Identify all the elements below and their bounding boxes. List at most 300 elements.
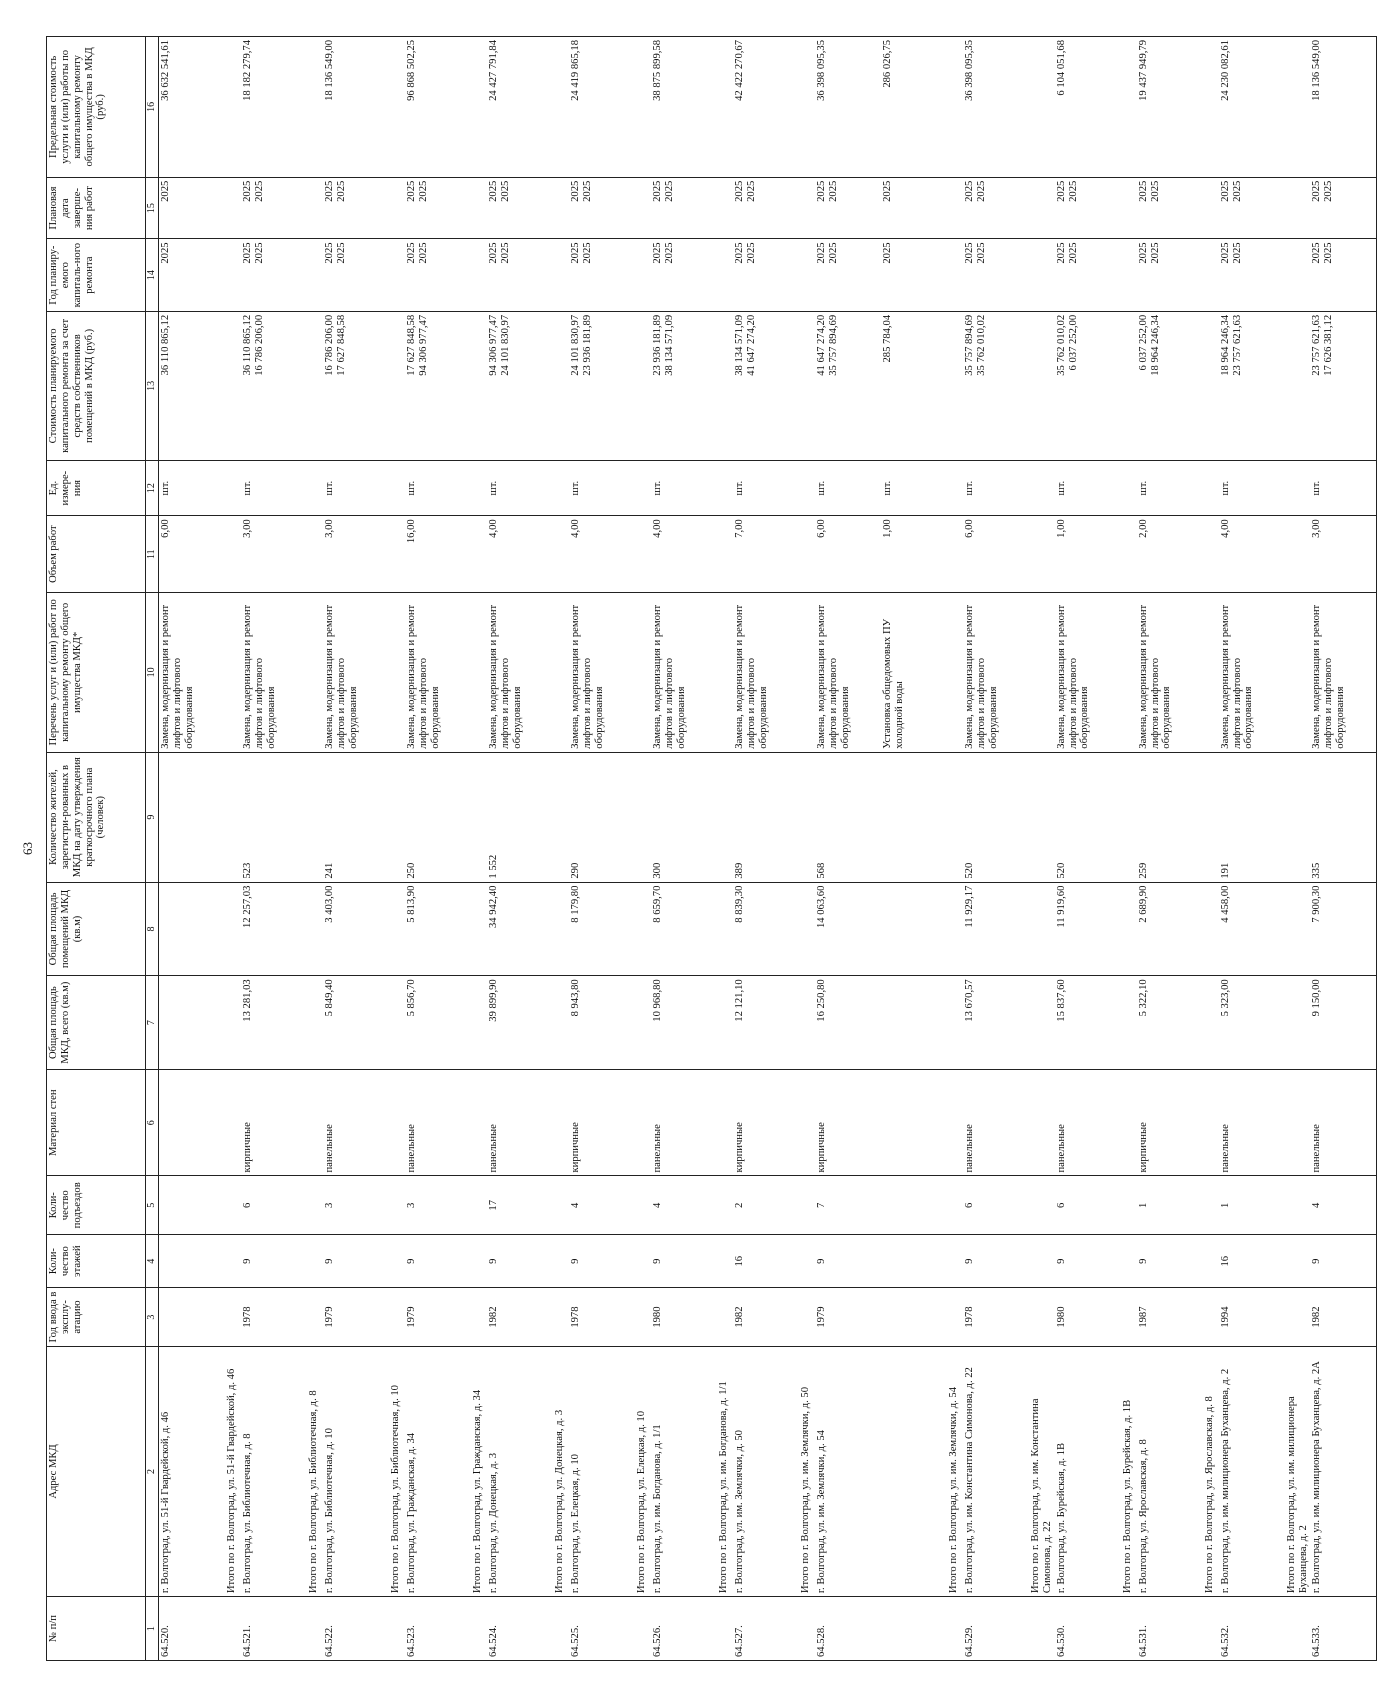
- floors-cell: 9: [651, 1235, 717, 1288]
- empty-cell: [307, 882, 323, 976]
- plan-year-cell-value: 2025: [242, 242, 253, 264]
- end-year-cell: [1310, 177, 1377, 239]
- empty-cell: [799, 592, 815, 752]
- volume-cell: 6,00: [963, 516, 1029, 593]
- unit-cell: шт.: [1137, 460, 1203, 515]
- empty-cell: [947, 460, 963, 515]
- total-label: Итого по г. Волгоград, ул. им. Землячки, д. 50: [799, 1346, 815, 1596]
- empty-cell: [225, 311, 241, 460]
- rooms-area-cell: [159, 882, 226, 976]
- cost-cell-value: 38 134 571,09: [734, 314, 745, 376]
- end-year-cell-value: 2025: [827, 180, 839, 202]
- works-cell: Замена, модернизация и ремонт лифтов и лифтового оборудования: [963, 592, 1029, 752]
- cost-cell-value: 35 762 010,02: [975, 314, 987, 376]
- floors-cell: 16: [733, 1235, 799, 1288]
- empty-cell: [1121, 1235, 1137, 1288]
- item-number: 64.523.: [405, 1597, 471, 1661]
- empty-cell: [1029, 592, 1055, 752]
- table-row: [241, 37, 307, 1661]
- empty-cell: [1121, 37, 1137, 178]
- empty-cell: [471, 516, 487, 593]
- empty-cell: [635, 752, 651, 882]
- empty-cell: [553, 311, 569, 460]
- cost-cell: [963, 311, 1029, 460]
- header-cell: Перечень услуг и (или) работ по капитальному ремонту общего имущества МКД*: [47, 592, 146, 752]
- empty-cell: [553, 592, 569, 752]
- total-label: Итого по г. Волгоград, ул. Библиотечная, д. 8: [307, 1346, 323, 1596]
- empty-cell: [225, 239, 241, 311]
- empty-cell: [1029, 311, 1055, 460]
- entrances-cell: [881, 1176, 947, 1235]
- empty-cell: [1029, 1235, 1055, 1288]
- empty-cell: [717, 752, 733, 882]
- end-year-cell-value: 2025: [1323, 180, 1335, 202]
- empty-cell: [947, 1176, 963, 1235]
- plan-year-cell-value: 2025: [1219, 242, 1231, 264]
- plan-year-cell-value: 2025: [827, 242, 839, 264]
- empty-cell: [1029, 239, 1055, 311]
- commission-year-cell: 1994: [1219, 1288, 1285, 1347]
- total-area-cell: 15 837,60: [1055, 976, 1121, 1070]
- empty-cell: [471, 1597, 487, 1661]
- empty-cell: [553, 1597, 569, 1661]
- cost-cell: [405, 311, 471, 460]
- empty-cell: [553, 37, 569, 178]
- empty-cell: [1121, 976, 1137, 1070]
- empty-cell: [799, 1070, 815, 1176]
- commission-year-cell: 1979: [323, 1288, 389, 1347]
- end-year-cell-value: 2025: [1055, 180, 1067, 202]
- cost-cell-value: 35 757 894,69: [964, 314, 975, 376]
- item-number: 64.522.: [323, 1597, 389, 1661]
- empty-cell: [1203, 1597, 1219, 1661]
- cost-cell-value: 35 762 010,02: [1055, 314, 1067, 376]
- table-row: [323, 37, 389, 1661]
- empty-cell: [635, 516, 651, 593]
- commission-year-cell: 1979: [405, 1288, 471, 1347]
- volume-cell: 6,00: [815, 516, 881, 593]
- rooms-area-cell: 34 942,40: [487, 882, 553, 976]
- total-label: Итого по г. Волгоград, ул. Библиотечная, д. 10: [389, 1346, 405, 1596]
- floors-cell: [159, 1235, 226, 1288]
- plan-year-cell-value: 2025: [335, 242, 347, 264]
- empty-cell: [225, 976, 241, 1070]
- empty-cell: [389, 592, 405, 752]
- empty-cell: [947, 752, 963, 882]
- entrances-cell: 1: [1137, 1176, 1203, 1235]
- end-year-cell: [569, 177, 635, 239]
- total-label: Итого по г. Волгоград, ул. им. Константина Симонова, д. 22: [1029, 1346, 1055, 1596]
- end-year-cell: [733, 177, 799, 239]
- total-area-cell: 13 281,03: [241, 976, 307, 1070]
- empty-cell: [1029, 752, 1055, 882]
- table-row: [963, 37, 1029, 1661]
- empty-cell: [307, 976, 323, 1070]
- empty-cell: [1121, 592, 1137, 752]
- table-row: [733, 37, 799, 1661]
- limit-cost-cell: 6 104 051,68: [1055, 37, 1121, 178]
- empty-cell: [1029, 516, 1055, 593]
- empty-cell: [799, 882, 815, 976]
- total-label: Итого по г. Волгоград, ул. Бурейская, д. 1В: [1121, 1346, 1137, 1596]
- empty-cell: [1121, 239, 1137, 311]
- empty-cell: [389, 1597, 405, 1661]
- entrances-cell: 6: [241, 1176, 307, 1235]
- empty-cell: [947, 592, 963, 752]
- commission-year-cell: [881, 1288, 947, 1347]
- address-cell: г. Волгоград, ул. Библиотечная, д. 8: [241, 1346, 307, 1596]
- empty-cell: [471, 1288, 487, 1347]
- residents-cell: 389: [733, 752, 799, 882]
- empty-cell: [307, 460, 323, 515]
- plan-year-cell-value: 2025: [581, 242, 593, 264]
- residents-cell: 1 552: [487, 752, 553, 882]
- entrances-cell: 3: [405, 1176, 471, 1235]
- empty-cell: [471, 976, 487, 1070]
- end-year-cell-value: 2025: [1231, 180, 1243, 202]
- cost-cell-value: 6 037 252,00: [1137, 314, 1149, 371]
- end-year-cell-value: 2025: [417, 180, 429, 202]
- floors-cell: 9: [241, 1235, 307, 1288]
- column-number: 5: [146, 1176, 159, 1235]
- empty-cell: [1121, 1070, 1137, 1176]
- header-cell: Предельная стоимость услуги и (или) работы по капитальному ремонту общего имущества в МКД (руб.): [47, 37, 146, 178]
- empty-cell: [553, 239, 569, 311]
- empty-cell: [947, 882, 963, 976]
- column-number: 1: [146, 1597, 159, 1661]
- limit-cost-cell: 24 230 082,61: [1219, 37, 1285, 178]
- total-label: Итого по г. Волгоград, ул. им. Землячки, д. 54: [947, 1346, 963, 1596]
- empty-cell: [1203, 311, 1219, 460]
- empty-cell: [1029, 882, 1055, 976]
- unit-cell: шт.: [159, 460, 226, 515]
- entrances-cell: 4: [651, 1176, 717, 1235]
- empty-cell: [1285, 37, 1311, 178]
- table-row: [881, 37, 947, 1661]
- empty-cell: [553, 1288, 569, 1347]
- empty-cell: [1203, 516, 1219, 593]
- total-row: [635, 37, 651, 1661]
- empty-cell: [1285, 311, 1311, 460]
- end-year-cell: [963, 177, 1029, 239]
- rooms-area-cell: [881, 882, 947, 976]
- works-cell: Замена, модернизация и ремонт лифтов и лифтового оборудования: [569, 592, 635, 752]
- end-year-cell-value: 2025: [581, 180, 593, 202]
- empty-cell: [1121, 1176, 1137, 1235]
- empty-cell: [1121, 1288, 1137, 1347]
- wall-material-cell: кирпичные: [733, 1070, 799, 1176]
- total-row: [1121, 37, 1137, 1661]
- empty-cell: [225, 1597, 241, 1661]
- cost-cell: [1055, 311, 1121, 460]
- plan-year-cell-value: 2025: [570, 242, 581, 264]
- cost-cell-value: 36 110 865,12: [242, 314, 253, 376]
- plan-year-cell-value: 2025: [1137, 242, 1149, 264]
- plan-year-cell-value: 2025: [1323, 242, 1335, 264]
- empty-cell: [1285, 752, 1311, 882]
- column-number: 16: [146, 37, 159, 178]
- cost-cell: [569, 311, 635, 460]
- entrances-cell: 7: [815, 1176, 881, 1235]
- volume-cell: 2,00: [1137, 516, 1203, 593]
- cost-cell: [1310, 311, 1377, 460]
- plan-year-cell-value: 2025: [1311, 242, 1323, 264]
- empty-cell: [225, 37, 241, 178]
- total-row: [1029, 37, 1055, 1661]
- empty-cell: [389, 976, 405, 1070]
- empty-cell: [635, 1235, 651, 1288]
- table-row: [1055, 37, 1121, 1661]
- total-area-cell: [159, 976, 226, 1070]
- total-row: [799, 37, 815, 1661]
- volume-cell: 4,00: [1219, 516, 1285, 593]
- cost-cell-value: 41 647 274,20: [816, 314, 827, 376]
- empty-cell: [717, 460, 733, 515]
- total-area-cell: 10 968,80: [651, 976, 717, 1070]
- empty-cell: [635, 460, 651, 515]
- address-cell: [881, 1346, 947, 1596]
- limit-cost-cell: 24 419 865,18: [569, 37, 635, 178]
- column-number: 11: [146, 516, 159, 593]
- total-area-cell: 12 121,10: [733, 976, 799, 1070]
- total-label: Итого по г. Волгоград, ул. Ярославская, д. 8: [1203, 1346, 1219, 1596]
- wall-material-cell: панельные: [1055, 1070, 1121, 1176]
- header-cell: Количество жителей, зарегистри-рованных в МКД на дату утверждения краткосрочного плана (человек): [47, 752, 146, 882]
- wall-material-cell: кирпичные: [815, 1070, 881, 1176]
- address-cell: г. Волгоград, ул. им. Богданова, д. 1/1: [651, 1346, 717, 1596]
- table-row: [405, 37, 471, 1661]
- cost-cell: 36 110 865,12: [159, 311, 226, 460]
- works-cell: Замена, модернизация и ремонт лифтов и лифтового оборудования: [159, 592, 226, 752]
- end-year-cell-value: 2025: [652, 180, 663, 202]
- empty-cell: [1029, 1288, 1055, 1347]
- plan-year-cell: [569, 239, 635, 311]
- limit-cost-cell: 19 437 949,79: [1137, 37, 1203, 178]
- empty-cell: [1203, 460, 1219, 515]
- empty-cell: [635, 311, 651, 460]
- empty-cell: [471, 177, 487, 239]
- empty-cell: [717, 882, 733, 976]
- cost-cell: [1219, 311, 1285, 460]
- cost-cell: [651, 311, 717, 460]
- empty-cell: [635, 592, 651, 752]
- cost-cell-value: 6 037 252,00: [1067, 314, 1079, 371]
- total-label: Итого по г. Волгоград, ул. Елецкая, д. 10: [635, 1346, 651, 1596]
- empty-cell: [389, 460, 405, 515]
- total-row: [1203, 37, 1219, 1661]
- end-year-cell-value: 2025: [488, 180, 499, 202]
- commission-year-cell: 1980: [651, 1288, 717, 1347]
- address-cell: г. Волгоград, ул. им. милиционера Буханцева, д. 2А: [1310, 1346, 1377, 1596]
- end-year-cell-value: 2025: [1067, 180, 1079, 202]
- unit-cell: шт.: [651, 460, 717, 515]
- empty-cell: [947, 37, 963, 178]
- column-number: 2: [146, 1346, 159, 1596]
- empty-cell: [1203, 1235, 1219, 1288]
- entrances-cell: 2: [733, 1176, 799, 1235]
- empty-cell: [471, 460, 487, 515]
- limit-cost-cell: 36 398 095,35: [963, 37, 1029, 178]
- item-number: 64.529.: [963, 1597, 1029, 1661]
- end-year-cell-value: 2025: [242, 180, 253, 202]
- commission-year-cell: 1980: [1055, 1288, 1121, 1347]
- cost-cell-value: 24 101 830,97: [570, 314, 581, 376]
- plan-year-cell-value: 2025: [1067, 242, 1079, 264]
- plan-year-cell: 2025: [881, 239, 947, 311]
- volume-cell: 4,00: [569, 516, 635, 593]
- empty-cell: [389, 1176, 405, 1235]
- residents-cell: 520: [1055, 752, 1121, 882]
- empty-cell: [799, 976, 815, 1070]
- cost-cell-value: 94 306 977,47: [488, 314, 499, 376]
- total-area-cell: 5 849,40: [323, 976, 389, 1070]
- empty-cell: [1121, 516, 1137, 593]
- volume-cell: 3,00: [241, 516, 307, 593]
- empty-cell: [1203, 239, 1219, 311]
- total-row: [717, 37, 733, 1661]
- empty-cell: [799, 516, 815, 593]
- cost-cell-value: 16 786 206,00: [324, 314, 335, 376]
- empty-cell: [553, 882, 569, 976]
- entrances-cell: 6: [963, 1176, 1029, 1235]
- total-area-cell: 13 670,57: [963, 976, 1029, 1070]
- floors-cell: 9: [487, 1235, 553, 1288]
- rooms-area-cell: 5 813,90: [405, 882, 471, 976]
- empty-cell: [717, 1176, 733, 1235]
- plan-year-cell-value: 2025: [652, 242, 663, 264]
- empty-cell: [799, 1288, 815, 1347]
- wall-material-cell: [881, 1070, 947, 1176]
- total-row: [307, 37, 323, 1661]
- item-number: 64.520.: [159, 1597, 226, 1661]
- plan-year-cell: [1310, 239, 1377, 311]
- item-number: 64.532.: [1219, 1597, 1285, 1661]
- empty-cell: [1203, 1070, 1219, 1176]
- cost-cell: [733, 311, 799, 460]
- rooms-area-cell: 8 179,80: [569, 882, 635, 976]
- empty-cell: [553, 1235, 569, 1288]
- end-year-cell: [1055, 177, 1121, 239]
- empty-cell: [1203, 37, 1219, 178]
- empty-cell: [947, 1235, 963, 1288]
- floors-cell: 9: [569, 1235, 635, 1288]
- total-area-cell: 39 899,90: [487, 976, 553, 1070]
- empty-cell: [389, 516, 405, 593]
- empty-cell: [717, 239, 733, 311]
- floors-cell: 9: [1137, 1235, 1203, 1288]
- empty-cell: [225, 1176, 241, 1235]
- empty-cell: [471, 1070, 487, 1176]
- empty-cell: [717, 516, 733, 593]
- column-number: 13: [146, 311, 159, 460]
- table-row: [651, 37, 717, 1661]
- empty-cell: [225, 882, 241, 976]
- rooms-area-cell: 8 839,30: [733, 882, 799, 976]
- plan-year-cell-value: 2025: [816, 242, 827, 264]
- end-year-cell: [241, 177, 307, 239]
- plan-year-cell-value: 2025: [1231, 242, 1243, 264]
- residents-cell: 241: [323, 752, 389, 882]
- wall-material-cell: [159, 1070, 226, 1176]
- plan-year-cell: [241, 239, 307, 311]
- empty-cell: [1285, 460, 1311, 515]
- total-label: Итого по г. Волгоград, ул. 51-й Гвардейской, д. 46: [225, 1346, 241, 1596]
- commission-year-cell: 1987: [1137, 1288, 1203, 1347]
- cost-cell-value: 23 936 181,89: [652, 314, 663, 376]
- column-number: 15: [146, 177, 159, 239]
- empty-cell: [471, 752, 487, 882]
- unit-cell: шт.: [733, 460, 799, 515]
- header-cell: Ед. измере-ния: [47, 460, 146, 515]
- empty-cell: [947, 516, 963, 593]
- empty-cell: [1285, 1176, 1311, 1235]
- empty-cell: [1285, 1070, 1311, 1176]
- end-year-cell-value: 2025: [816, 180, 827, 202]
- volume-cell: 4,00: [487, 516, 553, 593]
- empty-cell: [1203, 1288, 1219, 1347]
- total-area-cell: 5 856,70: [405, 976, 471, 1070]
- total-area-cell: 5 322,10: [1137, 976, 1203, 1070]
- empty-cell: [471, 37, 487, 178]
- empty-cell: [1121, 311, 1137, 460]
- plan-year-cell-value: 2025: [1055, 242, 1067, 264]
- works-cell: Замена, модернизация и ремонт лифтов и лифтового оборудования: [323, 592, 389, 752]
- floors-cell: 9: [815, 1235, 881, 1288]
- empty-cell: [799, 177, 815, 239]
- empty-cell: [717, 1597, 733, 1661]
- cost-cell-value: 94 306 977,47: [417, 314, 429, 376]
- plan-year-cell-value: 2025: [663, 242, 675, 264]
- item-number: 64.527.: [733, 1597, 799, 1661]
- empty-cell: [389, 882, 405, 976]
- empty-cell: [1203, 177, 1219, 239]
- empty-cell: [635, 37, 651, 178]
- residents-cell: 250: [405, 752, 471, 882]
- total-label: Итого по г. Волгоград, ул. им. милиционера Буханцева, д. 2: [1285, 1346, 1311, 1596]
- table-row: [159, 37, 226, 1661]
- plan-year-cell: [815, 239, 881, 311]
- column-number: 7: [146, 976, 159, 1070]
- item-number: 64.528.: [815, 1597, 881, 1661]
- empty-cell: [553, 976, 569, 1070]
- entrances-cell: 3: [323, 1176, 389, 1235]
- plan-year-cell-value: 2025: [488, 242, 499, 264]
- empty-cell: [307, 592, 323, 752]
- unit-cell: шт.: [963, 460, 1029, 515]
- wall-material-cell: кирпичные: [1137, 1070, 1203, 1176]
- end-year-cell: [815, 177, 881, 239]
- plan-year-cell: [963, 239, 1029, 311]
- plan-year-cell: [1137, 239, 1203, 311]
- cost-cell-value: 41 647 274,20: [745, 314, 757, 376]
- empty-cell: [717, 976, 733, 1070]
- total-row: [389, 37, 405, 1661]
- empty-cell: [799, 37, 815, 178]
- total-area-cell: 16 250,80: [815, 976, 881, 1070]
- empty-cell: [307, 1070, 323, 1176]
- address-cell: г. Волгоград, ул. Елецкая, д. 10: [569, 1346, 635, 1596]
- header-cell: Год планиру-емого капиталь-ного ремонта: [47, 239, 146, 311]
- empty-cell: [471, 882, 487, 976]
- total-row: [553, 37, 569, 1661]
- column-number: 6: [146, 1070, 159, 1176]
- table-row: [569, 37, 635, 1661]
- cost-cell-value: 24 101 830,97: [499, 314, 511, 376]
- header-cell: Плановая дата заверше-ния работ: [47, 177, 146, 239]
- works-cell: Установка общедомовых ПУ холодной воды: [881, 592, 947, 752]
- end-year-cell-value: 2025: [406, 180, 417, 202]
- total-row: [1285, 37, 1311, 1661]
